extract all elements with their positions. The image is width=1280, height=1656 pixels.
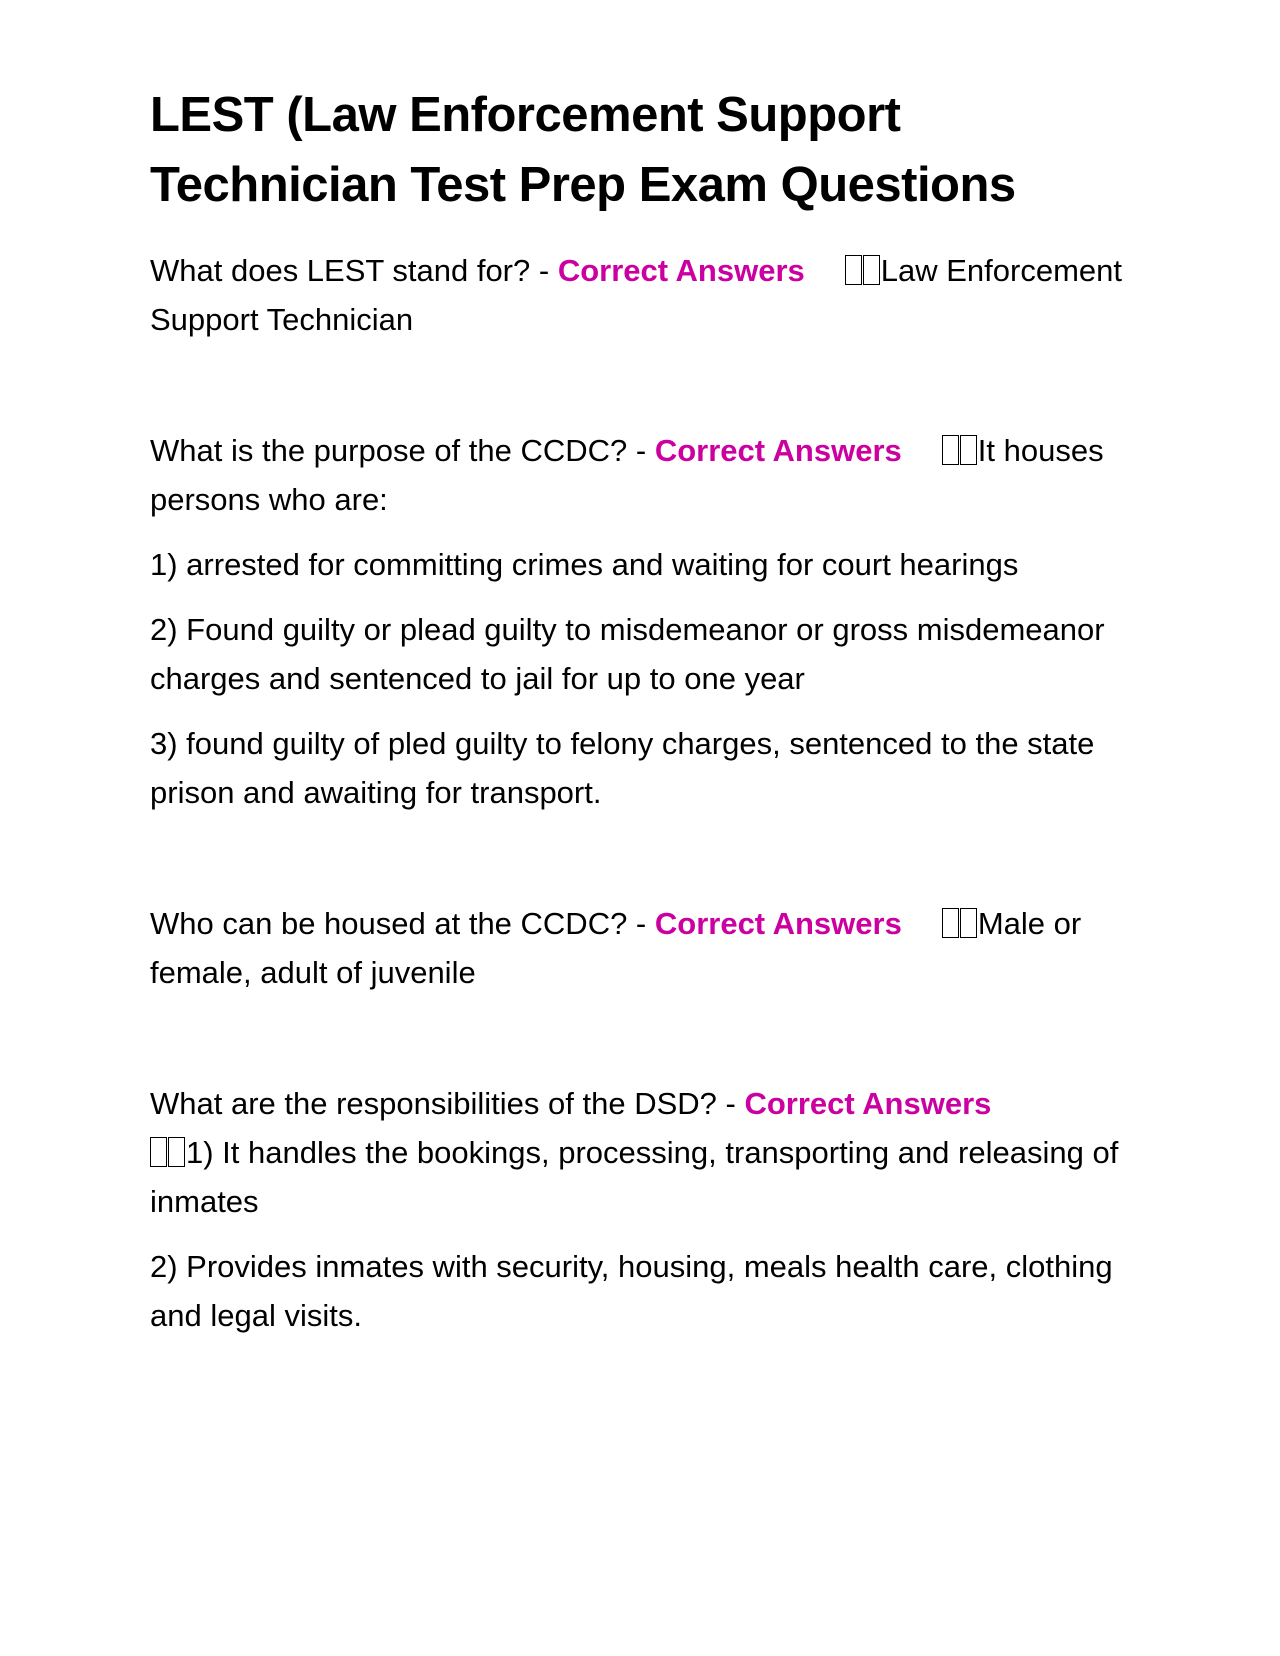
question-text: What is the purpose of the CCDC? - bbox=[150, 433, 655, 468]
answer-text: 1) It handles the bookings, processing, transporting and releasing of inmates bbox=[150, 1135, 1119, 1219]
missing-glyph-icon bbox=[942, 426, 978, 475]
document-title: LEST (Law Enforcement Support Technician Test Prep Exam Questions bbox=[150, 88, 1016, 212]
qa-item-1 bbox=[150, 246, 1130, 344]
question-paragraph bbox=[150, 899, 1130, 997]
question-text: What does LEST stand for? - bbox=[150, 253, 558, 288]
answer-paragraph: 2) Found guilty or plead guilty to misdemeanor or gross misdemeanor charges and sentenced to jail for up to one year bbox=[150, 612, 1105, 696]
missing-glyph-icon bbox=[845, 246, 881, 295]
question-paragraph bbox=[150, 246, 1130, 344]
answer-text: Male or female, adult of juvenile bbox=[150, 906, 1082, 990]
missing-glyph-icon bbox=[942, 899, 978, 948]
qa-item-3 bbox=[150, 899, 1130, 997]
document-page bbox=[150, 80, 1130, 1356]
answer-paragraph: 3) found guilty of pled guilty to felony charges, sentenced to the state prison and awaiting for transport. bbox=[150, 726, 1095, 810]
question-text: What are the responsibilities of the DSD? - bbox=[150, 1086, 745, 1121]
question-paragraph bbox=[150, 426, 1130, 524]
answer-label: Correct Answers bbox=[654, 906, 902, 941]
question-text: Who can be housed at the CCDC? - bbox=[150, 906, 655, 941]
answer-paragraph: 1) arrested for committing crimes and waiting for court hearings bbox=[150, 547, 1019, 582]
answer-label: Correct Answers bbox=[654, 433, 902, 468]
answer-label: Correct Answers bbox=[744, 1086, 992, 1121]
answer-paragraph: 2) Provides inmates with security, housing, meals health care, clothing and legal visits. bbox=[150, 1249, 1113, 1333]
qa-item-4 bbox=[150, 1079, 1130, 1340]
answer-label: Correct Answers bbox=[557, 253, 805, 288]
qa-item-2 bbox=[150, 426, 1130, 817]
answer-text: Law Enforcement Support Technician bbox=[150, 253, 1122, 337]
answer-text: It houses persons who are: bbox=[150, 433, 1104, 517]
question-paragraph bbox=[150, 1079, 1130, 1226]
missing-glyph-icon bbox=[150, 1128, 186, 1177]
